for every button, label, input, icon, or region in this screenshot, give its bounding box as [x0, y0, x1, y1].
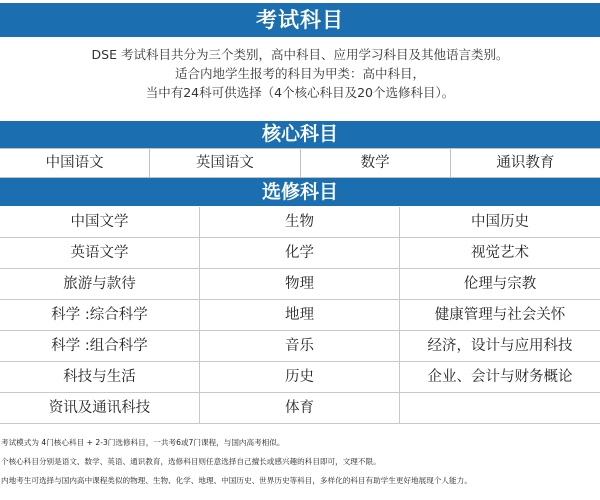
- core-subject-cell: 通识教育: [450, 149, 600, 177]
- core-subject-cell: 英国语文: [149, 149, 299, 177]
- elective-subject-cell: 英语文学: [0, 238, 200, 269]
- footnote-line: 考试模式为 4门核心科目 + 2-3门选修科目，一共考6或7门课程，与国内高考相似。: [1, 438, 285, 447]
- elective-subject-cell: 视觉艺术: [400, 238, 600, 269]
- footnote-line: 内地考生可选择与国内高中课程类似的物理、生物、化学、地理、中国历史、世界历史等科目，多样化的科目有助学生更好地展现个人能力。: [1, 476, 472, 485]
- elective-subject-cell: 化学: [200, 238, 400, 269]
- core-subjects-header: 核心科目: [0, 121, 600, 148]
- core-subject-cell: 数学: [300, 149, 450, 177]
- elective-subject-cell: 科学 :组合科学: [0, 331, 200, 362]
- intro-text: [0, 45, 600, 102]
- elective-subject-cell: 经济，设计与应用科技: [400, 331, 600, 362]
- elective-subject-cell: 科技与生活: [0, 362, 200, 393]
- elective-subject-cell: 生物: [200, 207, 400, 238]
- elective-subjects-table: [0, 207, 600, 424]
- elective-subject-cell: 音乐: [200, 331, 400, 362]
- elective-subject-cell: 中国文学: [0, 207, 200, 238]
- intro-line: 当中有24科可供选择（4个核心科目及20个选修科目）。: [145, 85, 455, 100]
- elective-subject-cell: 中国历史: [400, 207, 600, 238]
- elective-subjects-header: 选修科目: [0, 178, 600, 206]
- elective-subject-cell: 资讯及通讯科技: [0, 393, 200, 424]
- elective-subject-cell: [400, 393, 600, 424]
- intro-line: DSE 考试科目共分为三个类别，高中科目、应用学习科目及其他语言类别。: [91, 47, 509, 62]
- elective-subject-cell: 企业、会计与财务概论: [400, 362, 600, 393]
- elective-subject-cell: 科学 :综合科学: [0, 300, 200, 331]
- footnotes: [0, 433, 600, 490]
- exam-subjects-header: 考试科目: [0, 3, 600, 37]
- elective-subject-cell: 历史: [200, 362, 400, 393]
- elective-subject-cell: 物理: [200, 269, 400, 300]
- intro-line: 适合内地学生报考的科目为甲类：高中科目，: [174, 66, 425, 81]
- footnote-line: 个核心科目分别是语文、数学、英语、通识教育，选修科目则任意选择自己擅长或感兴趣的科目即可，文理不限。: [1, 457, 381, 466]
- elective-subject-cell: 体育: [200, 393, 400, 424]
- core-subjects-row: [0, 148, 600, 178]
- core-subject-cell: 中国语文: [45, 155, 104, 171]
- elective-subject-cell: 健康管理与社会关怀: [400, 300, 600, 331]
- elective-subject-cell: 旅游与款待: [0, 269, 200, 300]
- elective-subject-cell: 地理: [200, 300, 400, 331]
- elective-subject-cell: 伦理与宗教: [400, 269, 600, 300]
